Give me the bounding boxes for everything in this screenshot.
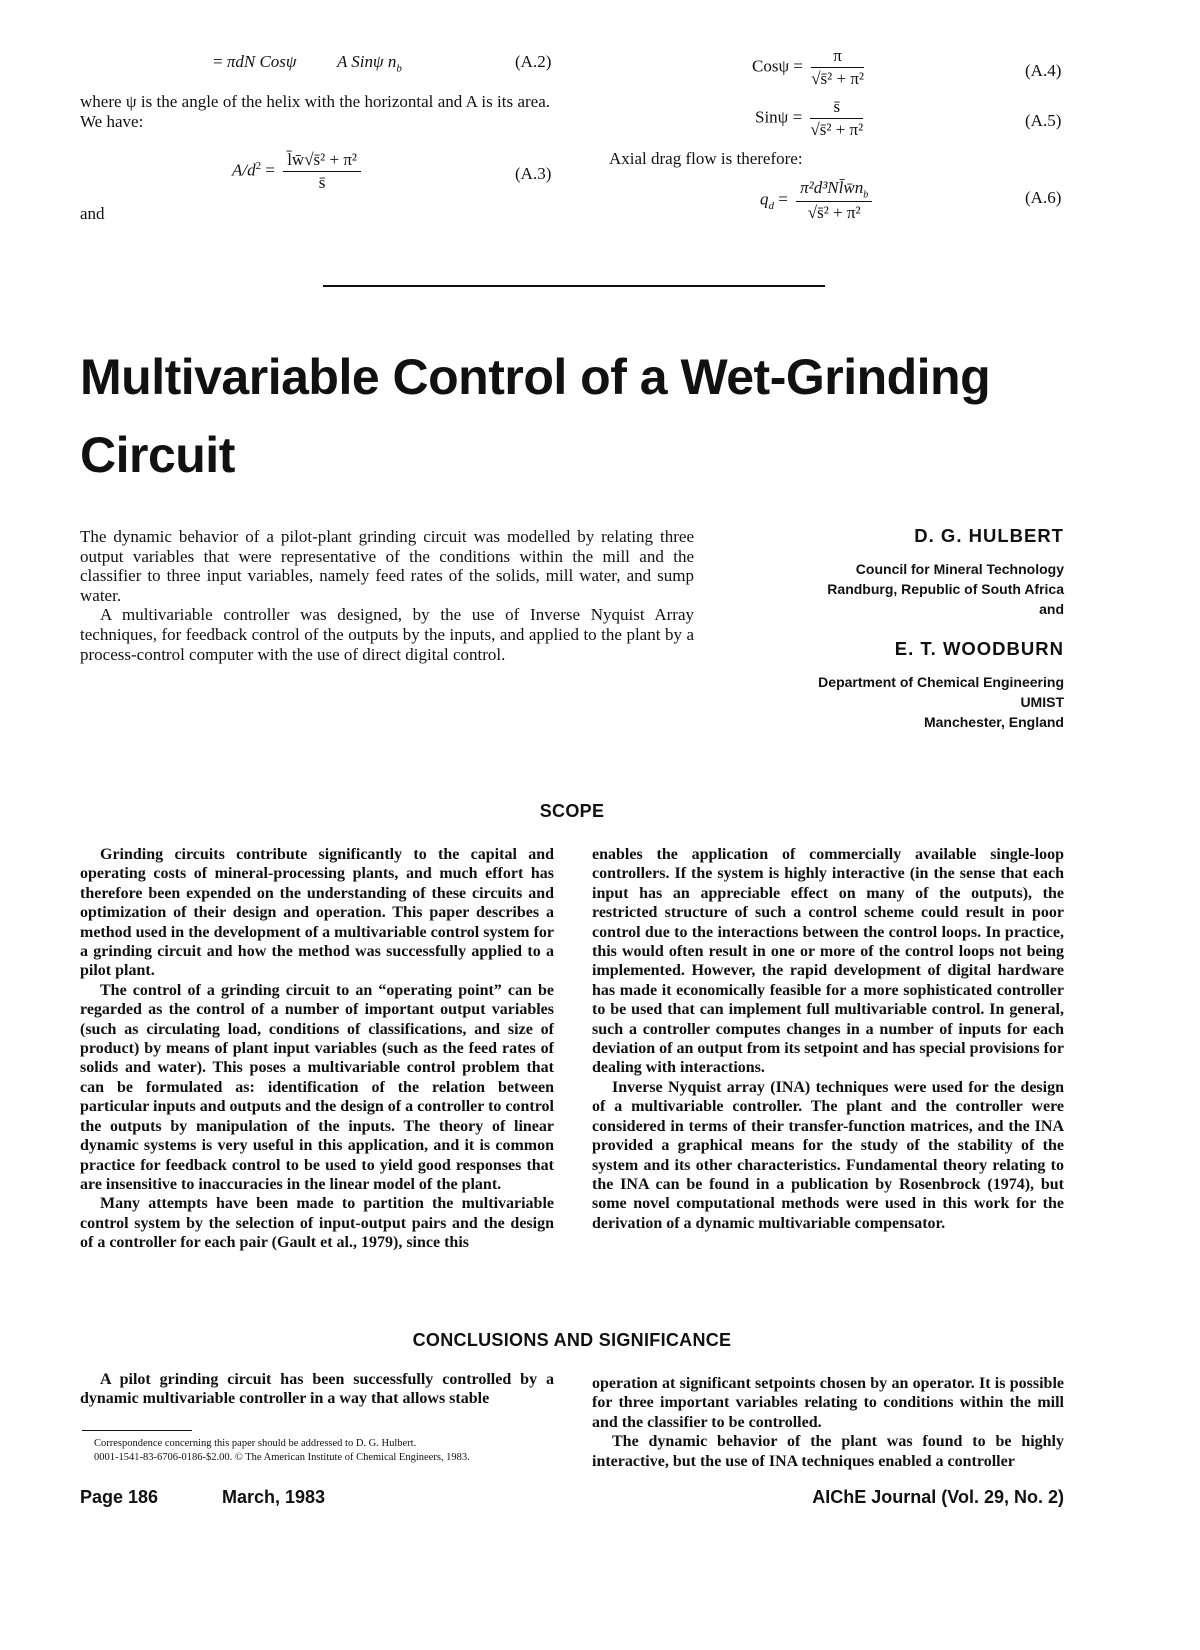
footer-page-number: Page 186 — [80, 1487, 159, 1507]
eq-a4-numerator: π — [811, 46, 864, 68]
scope-left-paragraph-2: The control of a grinding circuit to an “operating point” can be regarded as the control of a number of important output variables (such as circulating load, conditions of classifications, and size of product) by means of plant input variables (such as the feed rates of solids and water). This poses a multivariable control problem that can be formulated as: identification of the relation between particular inputs and outputs and the design of a controller to control the outputs by manipulation of the inputs. The theory of linear dynamic systems is very useful in this application, and it is common practice for feedback control to be used to yield good responses that are insensitive to inaccuracies in the linear model of the plant. — [80, 981, 554, 1193]
eq-a3-lhs: A/d — [232, 160, 256, 180]
scope-left-column — [80, 845, 554, 1253]
eq-a6-numerator — [796, 178, 872, 202]
eq-a2-psi2: ψ — [373, 52, 384, 71]
author-2-affiliation-line3: Manchester, England — [923, 714, 1064, 730]
author-2-affiliation-line1: Department of Chemical Engineering — [818, 674, 1064, 690]
eq-a2-n: n — [383, 52, 397, 71]
eq-a5-denominator: √s̄² + π² — [810, 120, 864, 139]
equation-a4-number: (A.4) — [1025, 61, 1062, 80]
article-title-line1: Multivariable Control of a Wet-Grinding — [80, 349, 991, 405]
footnote — [94, 1437, 564, 1465]
eq-a3-denominator: s̄ — [318, 173, 326, 192]
equation-a3 — [232, 150, 365, 193]
equation-a5-number: (A.5) — [1025, 111, 1062, 130]
conclusions-right-paragraph-1: operation at significant setpoints chosen by an operator. It is possible for three important variables relating to conditions within the mill and the classifier to be controlled. — [592, 1375, 1064, 1431]
footnote-rule — [82, 1430, 192, 1431]
eq-a2-psi1: ψ — [285, 52, 297, 71]
conclusions-heading: CONCLUSIONS AND SIGNIFICANCE — [412, 1330, 732, 1350]
eq-a5-numerator: s̄ — [810, 97, 863, 119]
eq-a3-numerator: l̄w̄√s̄² + π² — [283, 150, 361, 172]
eq-a6-denominator: √s̄² + π² — [807, 203, 861, 223]
article-title-line2: Circuit — [80, 427, 235, 483]
eq-a6-lhs-sub: d — [768, 200, 774, 212]
scope-right-paragraph-2: Inverse Nyquist array (INA) techniques were used for the design of a multivariable controller. The plant and the controller were considered in terms of their transfer-function matrices, and the INA provided a graphical means for the study of the stability of the system and its other characteristics. Fundamental theory relating to the INA can be found in a publication by Rosenbrock (1974), but some novel computational methods were used in this work for the derivation of a dynamic multivariable compensator. — [592, 1078, 1064, 1232]
section-separator-rule — [323, 285, 825, 287]
abstract-paragraph-2: A multivariable controller was designed, by the use of Inverse Nyquist Array techniques, for feedback control of the outputs by the inputs, and applied to the plant by a process-control computer with the use of direct digital control. — [80, 605, 694, 664]
eq-a4-denominator: √s̄² + π² — [811, 69, 864, 88]
conclusions-left-column — [80, 1370, 554, 1409]
eq-a3-sup: 2 — [255, 159, 262, 172]
scope-left-paragraph-1: Grinding circuits contribute significantly to the capital and operating costs of mineral-processing plants, and much effort has therefore been expended on the understanding of these circuits and optimization of their design and operation. This paper describes a method used in the development of a multivariable control system for a grinding circuit and how the method was successfully applied to a pilot plant. — [80, 846, 554, 980]
conclusions-left-paragraph-1: A pilot grinding circuit has been successfully controlled by a dynamic multivariable controller in a way that allows stable — [80, 1371, 554, 1408]
scope-left-paragraph-3: Many attempts have been made to partition the multivariable control system by the selection of input-output pairs and the design of a controller for each pair (Gault et al., 1979), since this — [80, 1195, 554, 1252]
footer-journal: AIChE Journal (Vol. 29, No. 2) — [812, 1487, 1064, 1507]
conclusions-right-paragraph-2: The dynamic behavior of the plant was found to be highly interactive, but the use of INA techniques enabled a controller — [592, 1433, 1064, 1470]
eq-a6-equals: = — [774, 189, 793, 209]
scope-right-column — [592, 845, 1064, 1233]
equation-a6 — [760, 178, 876, 223]
author-1-affiliation-line1: Council for Mineral Technology — [855, 561, 1064, 577]
eq-a4-fraction — [811, 46, 864, 89]
author-1-affiliation-line2: Randburg, Republic of South Africa — [827, 581, 1064, 597]
equation-a2 — [213, 52, 402, 74]
eq-a2-term2: A Sin — [336, 52, 374, 71]
equation-a5 — [755, 97, 867, 140]
eq-a5-fraction — [810, 97, 863, 140]
authors-block — [740, 525, 1064, 732]
author-1-affiliation-line3: and — [1039, 601, 1064, 617]
eq-a5-lhs: Sinψ = — [755, 107, 807, 127]
abstract-paragraph-1: The dynamic behavior of a pilot-plant grinding circuit was modelled by relating three output variables that were representative of the conditions within the mill and the classifier to three input variables, namely feed rates of the solids, mill water, and sump water. — [80, 527, 694, 605]
eq-a3-equals: = — [261, 160, 280, 180]
scope-right-paragraph-1: enables the application of commercially available single-loop controllers. If the system is highly interactive (in the sense that each input has an appreciable effect on many of the outputs), the restricted structure of such a control scheme could result in poor control due to the interactions between the control loops. In practice, this would often result in one or more of the control loops not being implemented. However, the rapid development of digital hardware has made it economically feasible for a more sophisticated controller to be used that can implement full multivariable control. In general, such a controller computes changes in a number of inputs for each deviation of an output from its setpoint and has special provisions for dealing with interactions. — [592, 846, 1064, 1077]
author-2-affiliation-line2: UMIST — [1020, 694, 1064, 710]
article-title — [80, 338, 1130, 494]
equation-a2-number: (A.2) — [515, 52, 552, 71]
and-text: and — [80, 204, 105, 223]
author-2-name: E. T. WOODBURN — [894, 638, 1064, 659]
eq-a6-numerator-sub: b — [863, 189, 869, 201]
eq-a6-lhs: q — [760, 189, 769, 209]
eq-a6-numerator-text: π²d³Nl̄w̄n — [800, 178, 864, 197]
axial-drag-text: Axial drag flow is therefore: — [609, 149, 803, 168]
footnote-line-2: 0001-1541-83-6706-0186-$2.00. © The American Institute of Chemical Engineers, 1983. — [94, 1452, 470, 1463]
equation-a3-number: (A.3) — [515, 164, 552, 183]
eq-a2-lhs: = — [213, 52, 227, 71]
eq-a2-n-sub: b — [396, 62, 402, 75]
eq-a2-term1: πdN Cos — [226, 52, 286, 71]
eq-a6-fraction — [796, 178, 872, 223]
eq-a4-lhs: Cosψ = — [752, 56, 808, 76]
abstract — [80, 527, 694, 664]
where-text: where ψ is the angle of the helix with the horizontal and A is its area. We have: — [80, 92, 550, 131]
equation-a6-number: (A.6) — [1025, 188, 1062, 207]
conclusions-right-column — [592, 1374, 1064, 1471]
equation-a4 — [752, 46, 868, 89]
footnote-line-1: Correspondence concerning this paper should be addressed to D. G. Hulbert. — [94, 1438, 417, 1449]
scope-heading: SCOPE — [539, 801, 605, 821]
author-1-name: D. G. HULBERT — [914, 525, 1064, 546]
footer-date: March, 1983 — [222, 1487, 326, 1507]
eq-a3-fraction — [283, 150, 361, 193]
